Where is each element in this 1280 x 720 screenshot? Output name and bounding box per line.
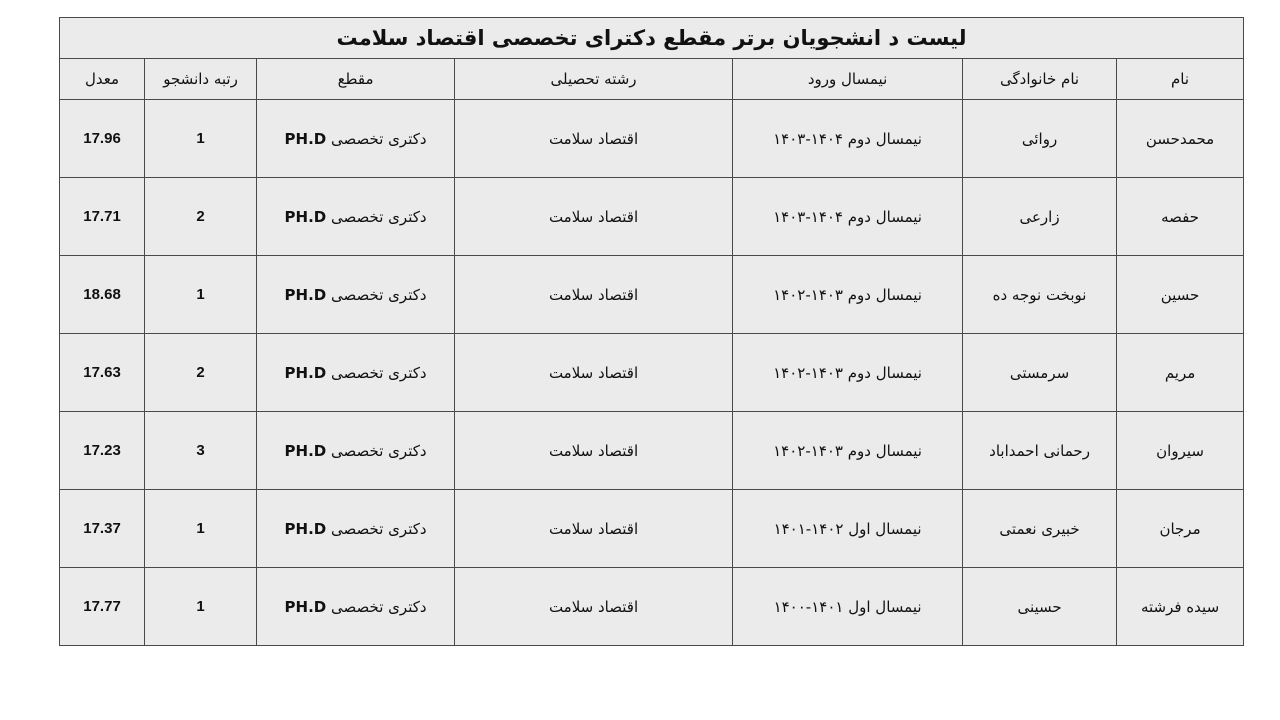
students-table — [59, 17, 1244, 646]
degree-en: PH.D — [284, 597, 327, 616]
cell-name: حفصه — [1117, 178, 1244, 256]
table-row — [60, 490, 1244, 568]
cell-rank: 1 — [145, 568, 257, 646]
header-row — [60, 59, 1244, 100]
cell-rank: 1 — [145, 256, 257, 334]
cell-field: اقتصاد سلامت — [455, 412, 733, 490]
table-row — [60, 568, 1244, 646]
table-row — [60, 178, 1244, 256]
degree-en: PH.D — [284, 519, 327, 538]
cell-degree — [257, 490, 455, 568]
degree-fa: دکتری تخصصی — [331, 363, 427, 382]
degree-fa: دکتری تخصصی — [331, 285, 427, 304]
cell-family: نوبخت نوجه ده — [963, 256, 1117, 334]
header-family: نام خانوادگی — [963, 59, 1117, 100]
cell-name: حسین — [1117, 256, 1244, 334]
cell-family: خبیری نعمتی — [963, 490, 1117, 568]
cell-degree — [257, 256, 455, 334]
cell-entry: نیمسال دوم ۱۴۰۳-۱۴۰۲ — [733, 256, 963, 334]
cell-field: اقتصاد سلامت — [455, 490, 733, 568]
degree-en: PH.D — [284, 207, 327, 226]
degree-fa: دکتری تخصصی — [331, 207, 427, 226]
degree-en: PH.D — [284, 129, 327, 148]
cell-field: اقتصاد سلامت — [455, 178, 733, 256]
cell-field: اقتصاد سلامت — [455, 568, 733, 646]
cell-gpa: 17.96 — [60, 100, 145, 178]
cell-gpa: 17.37 — [60, 490, 145, 568]
header-entry: نیمسال ورود — [733, 59, 963, 100]
cell-rank: 2 — [145, 334, 257, 412]
cell-entry: نیمسال اول ۱۴۰۲-۱۴۰۱ — [733, 490, 963, 568]
cell-name: سیروان — [1117, 412, 1244, 490]
cell-gpa: 17.71 — [60, 178, 145, 256]
cell-gpa: 17.63 — [60, 334, 145, 412]
degree-en: PH.D — [284, 441, 327, 460]
cell-entry: نیمسال دوم ۱۴۰۴-۱۴۰۳ — [733, 100, 963, 178]
header-rank: رتبه دانشجو — [145, 59, 257, 100]
cell-gpa: 17.77 — [60, 568, 145, 646]
cell-family: حسینی — [963, 568, 1117, 646]
cell-family: زارعی — [963, 178, 1117, 256]
cell-rank: 1 — [145, 100, 257, 178]
degree-en: PH.D — [284, 363, 327, 382]
cell-gpa: 17.23 — [60, 412, 145, 490]
degree-fa: دکتری تخصصی — [331, 519, 427, 538]
degree-fa: دکتری تخصصی — [331, 441, 427, 460]
cell-field: اقتصاد سلامت — [455, 256, 733, 334]
cell-entry: نیمسال دوم ۱۴۰۳-۱۴۰۲ — [733, 334, 963, 412]
header-gpa: معدل — [60, 59, 145, 100]
cell-degree — [257, 334, 455, 412]
cell-family: رحمانی احمداباد — [963, 412, 1117, 490]
cell-field: اقتصاد سلامت — [455, 100, 733, 178]
cell-degree — [257, 100, 455, 178]
cell-name: محمدحسن — [1117, 100, 1244, 178]
degree-en: PH.D — [284, 285, 327, 304]
header-field: رشته تحصیلی — [455, 59, 733, 100]
cell-degree — [257, 178, 455, 256]
cell-entry: نیمسال اول ۱۴۰۱-۱۴۰۰ — [733, 568, 963, 646]
degree-fa: دکتری تخصصی — [331, 129, 427, 148]
cell-degree — [257, 568, 455, 646]
cell-entry: نیمسال دوم ۱۴۰۴-۱۴۰۳ — [733, 178, 963, 256]
table-row — [60, 100, 1244, 178]
table-row — [60, 334, 1244, 412]
cell-entry: نیمسال دوم ۱۴۰۳-۱۴۰۲ — [733, 412, 963, 490]
cell-rank: 2 — [145, 178, 257, 256]
table-row — [60, 412, 1244, 490]
cell-family: روائی — [963, 100, 1117, 178]
cell-rank: 1 — [145, 490, 257, 568]
cell-degree — [257, 412, 455, 490]
cell-name: مرجان — [1117, 490, 1244, 568]
cell-field: اقتصاد سلامت — [455, 334, 733, 412]
cell-rank: 3 — [145, 412, 257, 490]
cell-name: سیده فرشته — [1117, 568, 1244, 646]
cell-gpa: 18.68 — [60, 256, 145, 334]
cell-name: مریم — [1117, 334, 1244, 412]
header-degree: مقطع — [257, 59, 455, 100]
degree-fa: دکتری تخصصی — [331, 597, 427, 616]
table-title: لیست د انشجویان برتر مقطع دکترای تخصصی اقتصاد سلامت — [60, 18, 1244, 59]
header-name: نام — [1117, 59, 1244, 100]
table-row — [60, 256, 1244, 334]
cell-family: سرمستی — [963, 334, 1117, 412]
